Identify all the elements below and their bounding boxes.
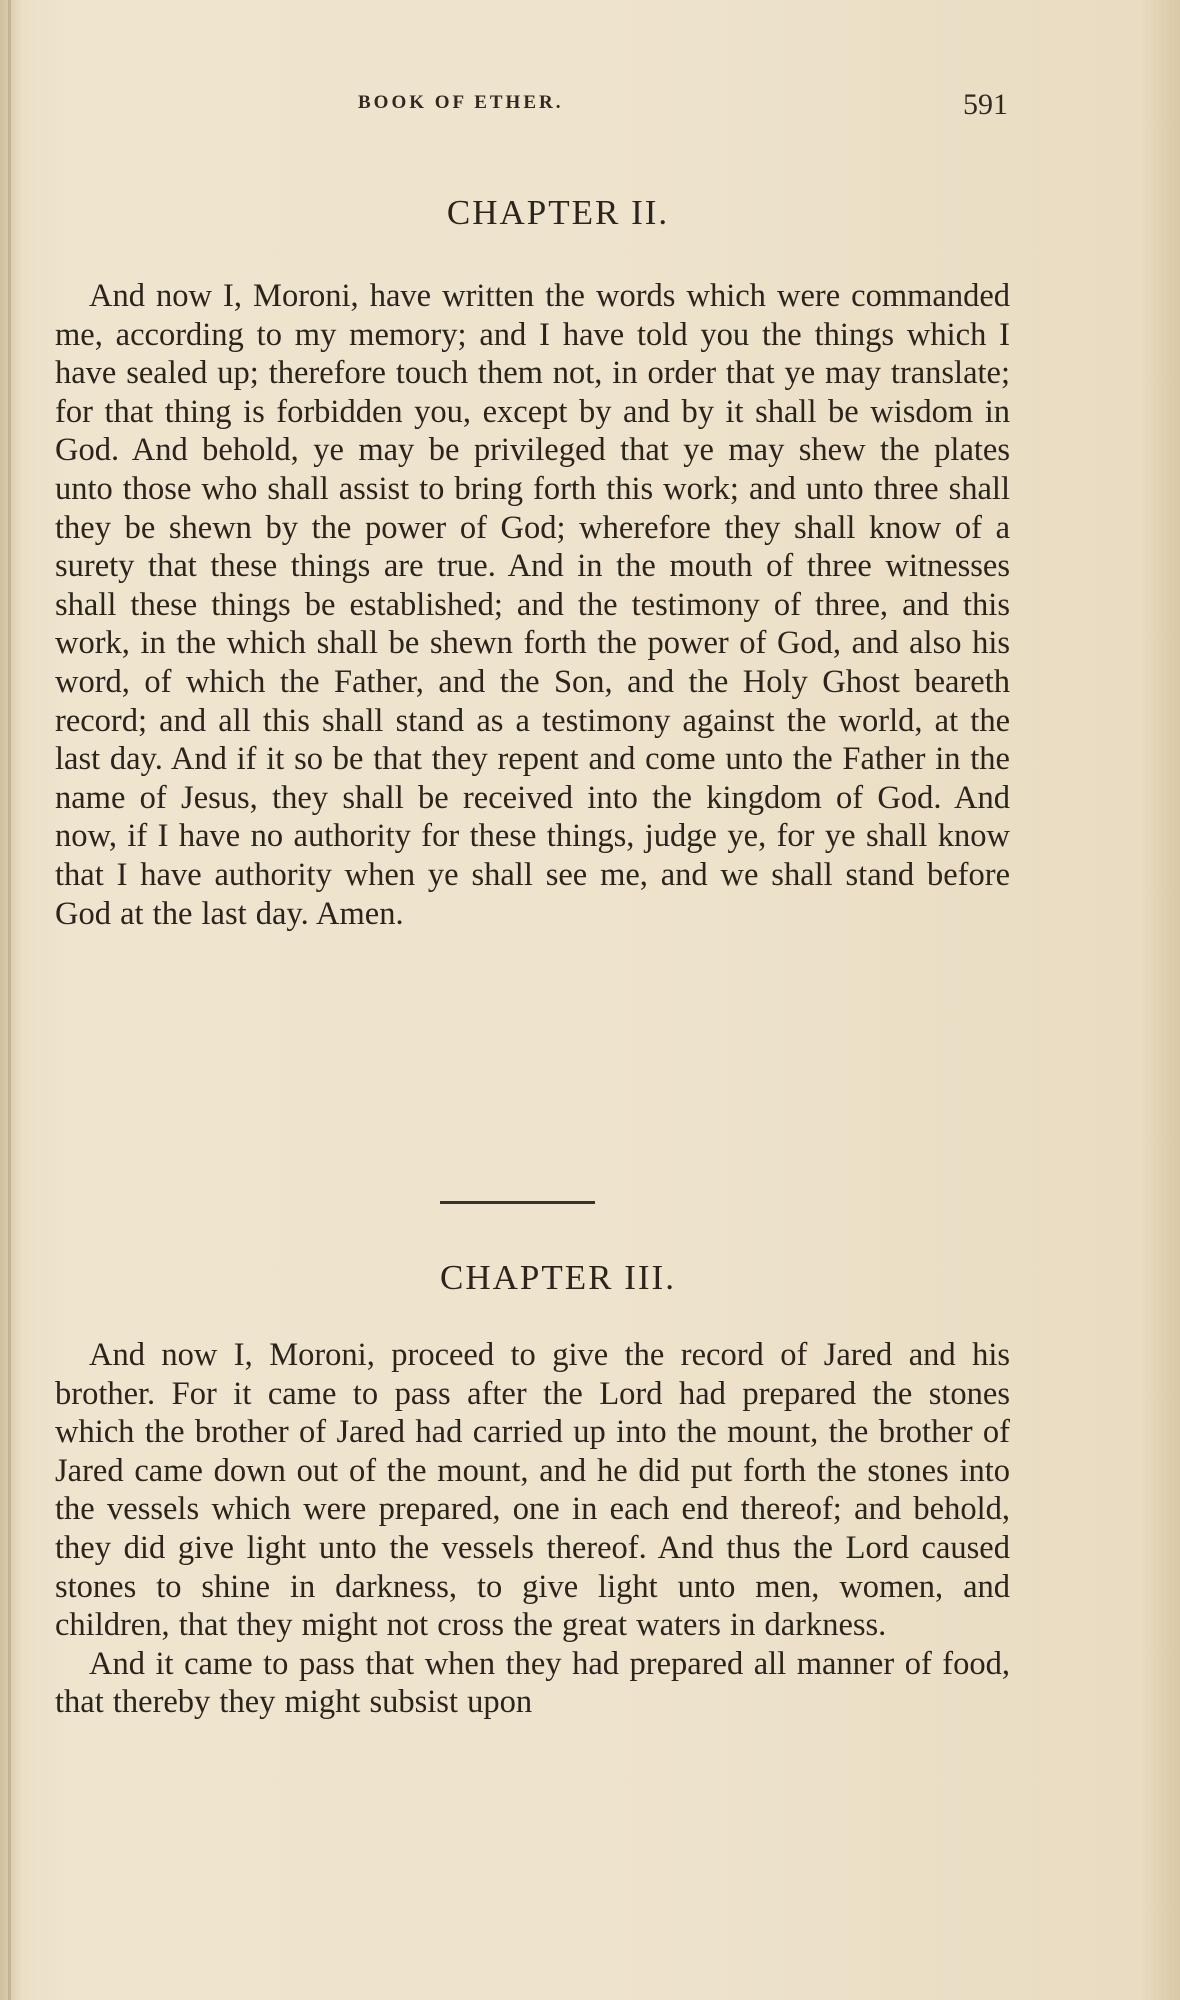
chapter-3-paragraph-2: And it came to pass that when they had prepared all manner of food, that thereby they might subsist upon (55, 1645, 1010, 1721)
chapter-3-text (55, 1336, 1010, 1722)
chapter-3-paragraph-1: And now I, Moroni, proceed to give the record of Jared and his brother. For it came to pass after the Lord had prepared the stones which the brother of Jared had carried up into the mount, the brother of Jared came down out of the mount, and he did put forth the stones into the vessels which were prepared, one in each end thereof; and behold, they did give light unto the vessels thereof. And thus the Lord caused stones to shine in darkness, to give light unto men, women, and children, that they might not cross the great waters in darkness. (55, 1337, 1010, 1644)
chapter-2-paragraph-1: And now I, Moroni, have written the words which were commanded me, according to my memory; and I have told you the things which I have sealed up; therefore touch them not, in order that ye may translate; for that thing is forbidden you, except by and by it shall be wisdom in God. And behold, ye may be privileged that ye may shew the plates unto those who shall assist to bring forth this work; and unto three shall they be shewn by the power of God; wherefore they shall know of a surety that these things are true. And in the mouth of three witnesses shall these things be established; and the testimony of three, and this work, in the which shall be shewn forth the power of God, and also his word, of which the Father, and the Son, and the Holy Ghost beareth record; and all this shall stand as a testimony against the world, at the last day. And if it so be that they repent and come unto the Father in the name of Jesus, they shall be received into the kingdom of God. And now, if I have no authority for these things, judge ye, for ye shall know that I have authority when ye shall see me, and we shall stand before God at the last day. Amen. (55, 278, 1010, 932)
page-number: 591 (963, 88, 1008, 121)
chapter-2-text (55, 277, 1010, 933)
chapter-3-title: CHAPTER III. (440, 1258, 676, 1297)
chapter-2-title: CHAPTER II. (446, 193, 670, 232)
page-header (58, 88, 1008, 128)
page-binding-edge (8, 0, 11, 2000)
running-head: BOOK OF ETHER. (358, 92, 564, 113)
section-divider-rule (440, 1201, 595, 1204)
